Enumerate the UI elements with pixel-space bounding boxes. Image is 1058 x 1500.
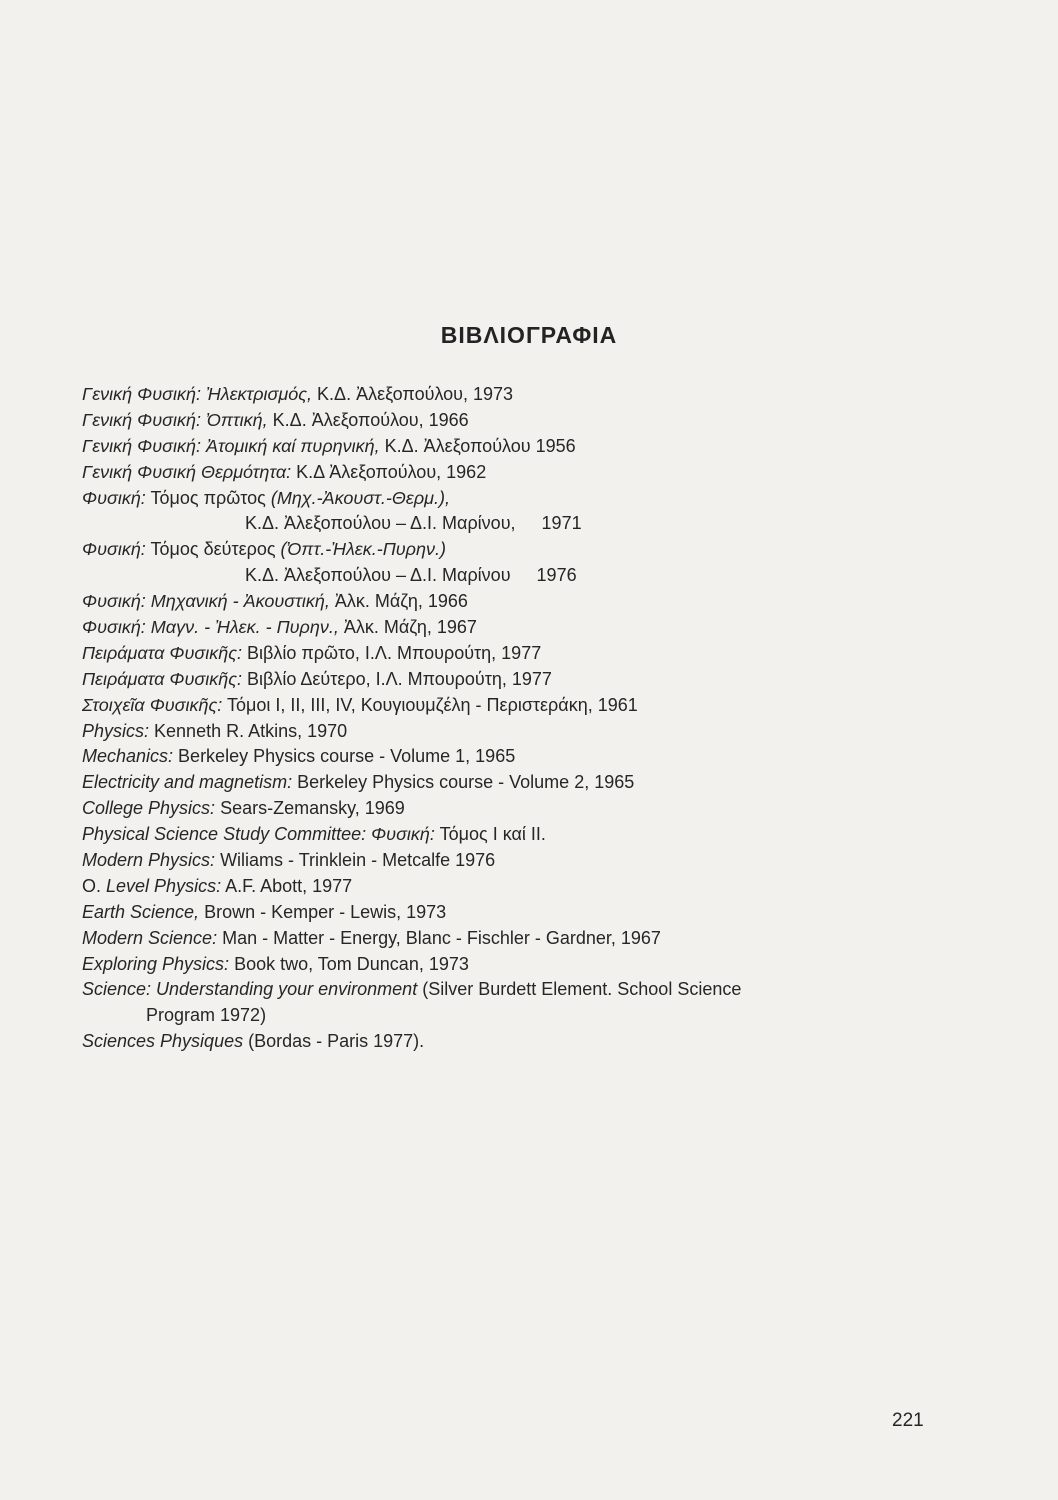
bib-entry-subtitle: (Μηχ.-Ἀκουστ.-Θερμ.), [270,487,450,508]
bib-entry [82,719,982,745]
bib-entry-title: Science: Understanding your environment [82,979,418,1000]
bib-entry [82,744,982,770]
bib-entry-title: Exploring Physics: [82,953,230,974]
bib-entry-details: Berkeley Physics course - Volume 1, 1965 [173,746,516,767]
bib-entry-details: Κ.Δ. Ἀλεξοπούλου 1956 [379,435,576,456]
bib-entry-title: Γενική Φυσική: Ἠλεκτρισμός, [82,384,313,404]
bib-entry-title: College Physics: [82,798,216,819]
bib-entry-details: Κ.Δ. Ἀλεξοπούλου, 1966 [267,409,469,430]
bib-entry [82,900,982,926]
bib-entry-details: Book two, Tom Duncan, 1973 [229,953,469,974]
bibliography-list [82,382,982,1055]
bib-entry-details: Ἀλκ. Μάζη, 1967 [338,617,477,638]
bib-entry-details: Kenneth R. Atkins, 1970 [149,720,348,741]
bib-entry [82,977,982,1003]
bib-entry-title: Γενική Φυσική Θερμότητα: [82,461,292,482]
bib-entry-continuation [82,563,982,589]
bib-entry-details: Brown - Kemper - Lewis, 1973 [199,901,447,922]
bib-entry [82,486,982,512]
bib-entry-details: Wiliams - Trinklein - Metcalfe 1976 [215,850,496,871]
page-number: 221 [892,1410,924,1431]
bib-entry [82,848,982,874]
bib-entry-details: Κ.Δ Ἀλεξοπούλου, 1962 [291,461,487,482]
bib-entry [82,382,982,408]
bib-entry-details: Berkeley Physics course - Volume 2, 1965 [292,772,635,793]
bib-entry [82,693,982,719]
bib-entry-prefix: O. [82,875,102,896]
bib-entry-title: Level Physics: [101,875,222,896]
bib-entry [82,434,982,460]
bib-entry [82,770,982,796]
bib-entry-details: Τόμος πρῶτος [145,487,271,508]
bib-entry-details: Κ.Δ. Ἀλεξοπούλου – Δ.Ι. Μαρίνου, [245,513,516,534]
bib-entry-title: Φυσική: [82,487,146,508]
bib-entry [82,822,982,848]
bib-entry-details: Τόμος δεύτερος [145,539,281,560]
bib-entry-title: Φυσική: Μηχανική - Ἀκουστική, [82,591,330,612]
bib-entry-title: Earth Science, [82,901,200,922]
bib-entry [82,926,982,952]
bib-entry-details: Βιβλίο πρῶτο, Ι.Λ. Μπουρούτη, 1977 [241,642,542,663]
bib-entry-subtitle: (Ὀπτ.-Ἠλεκ.-Πυρην.) [280,539,446,560]
bib-entry-details: (Silver Burdett Element. School Science [417,979,742,1000]
bib-entry-title: Φυσική: Μαγν. - Ἠλεκ. - Πυρην., [82,617,339,638]
bib-entry-details: Sears-Zemansky, 1969 [215,798,405,819]
bib-entry-details: Man - Matter - Energy, Blanc - Fischler - Gardner, 1967 [217,927,661,948]
bib-entry-title: Electricity and magnetism: [82,772,293,793]
bib-entry-title: Φυσική: [82,539,146,560]
bib-entry-details: Κ.Δ. Ἀλεξοπούλου – Δ.Ι. Μαρίνου [245,565,511,586]
bib-entry-continuation [82,511,982,537]
bib-entry-details: Κ.Δ. Ἀλεξοπούλου, 1973 [312,384,514,404]
bib-entry [82,460,982,486]
bib-entry-title: Sciences Physiques [82,1031,244,1052]
bib-entry [82,667,982,693]
bib-entry-details: Program 1972) [146,1005,267,1026]
bib-entry-title: Modern Physics: [82,850,216,871]
bib-entry-details: Τόμος Ι καί ΙΙ. [434,824,546,845]
bib-entry-details: (Bordas - Paris 1977). [243,1031,425,1052]
bib-entry-title: Modern Science: [82,927,218,948]
bib-entry-details: Τόμοι Ι, ΙΙ, ΙΙΙ, IV, Κουγιουμζέλη - Περιστεράκη, 1961 [222,694,638,715]
bib-entry [82,874,982,900]
bib-entry-title: Γενική Φυσική: Ὀπτική, [82,409,268,430]
bib-entry [82,589,982,615]
bib-entry-year: 1971 [541,513,582,534]
bib-entry-title: Πειράματα Φυσικῆς: [82,668,242,689]
bib-entry [82,537,982,563]
bib-entry [82,408,982,434]
bib-entry-title: Γενική Φυσική: Ἀτομική καί πυρηνική, [82,435,380,456]
bib-entry-continuation [82,1003,982,1029]
bib-entry-title: Στοιχεῖα Φυσικῆς: [82,694,223,715]
bib-entry-details: Βιβλίο Δεύτερο, Ι.Λ. Μπουρούτη, 1977 [241,668,552,689]
bib-entry-title: Physics: [82,720,150,741]
bib-entry [82,796,982,822]
bib-entry [82,952,982,978]
bib-entry [82,1029,982,1055]
page-title: ΒΙΒΛΙΟΓΡΑΦΙΑ [440,322,618,348]
bib-entry-title: Physical Science Study Committee: Φυσική: [82,824,435,845]
bib-entry-title: Mechanics: [82,746,174,767]
bib-entry-details: Ἀλκ. Μάζη, 1966 [329,591,468,612]
bib-entry-year: 1976 [536,565,577,586]
bib-entry [82,641,982,667]
bib-entry-title: Πειράματα Φυσικῆς: [82,642,242,663]
bib-entry-details: A.F. Abott, 1977 [221,875,353,896]
bib-entry [82,615,982,641]
